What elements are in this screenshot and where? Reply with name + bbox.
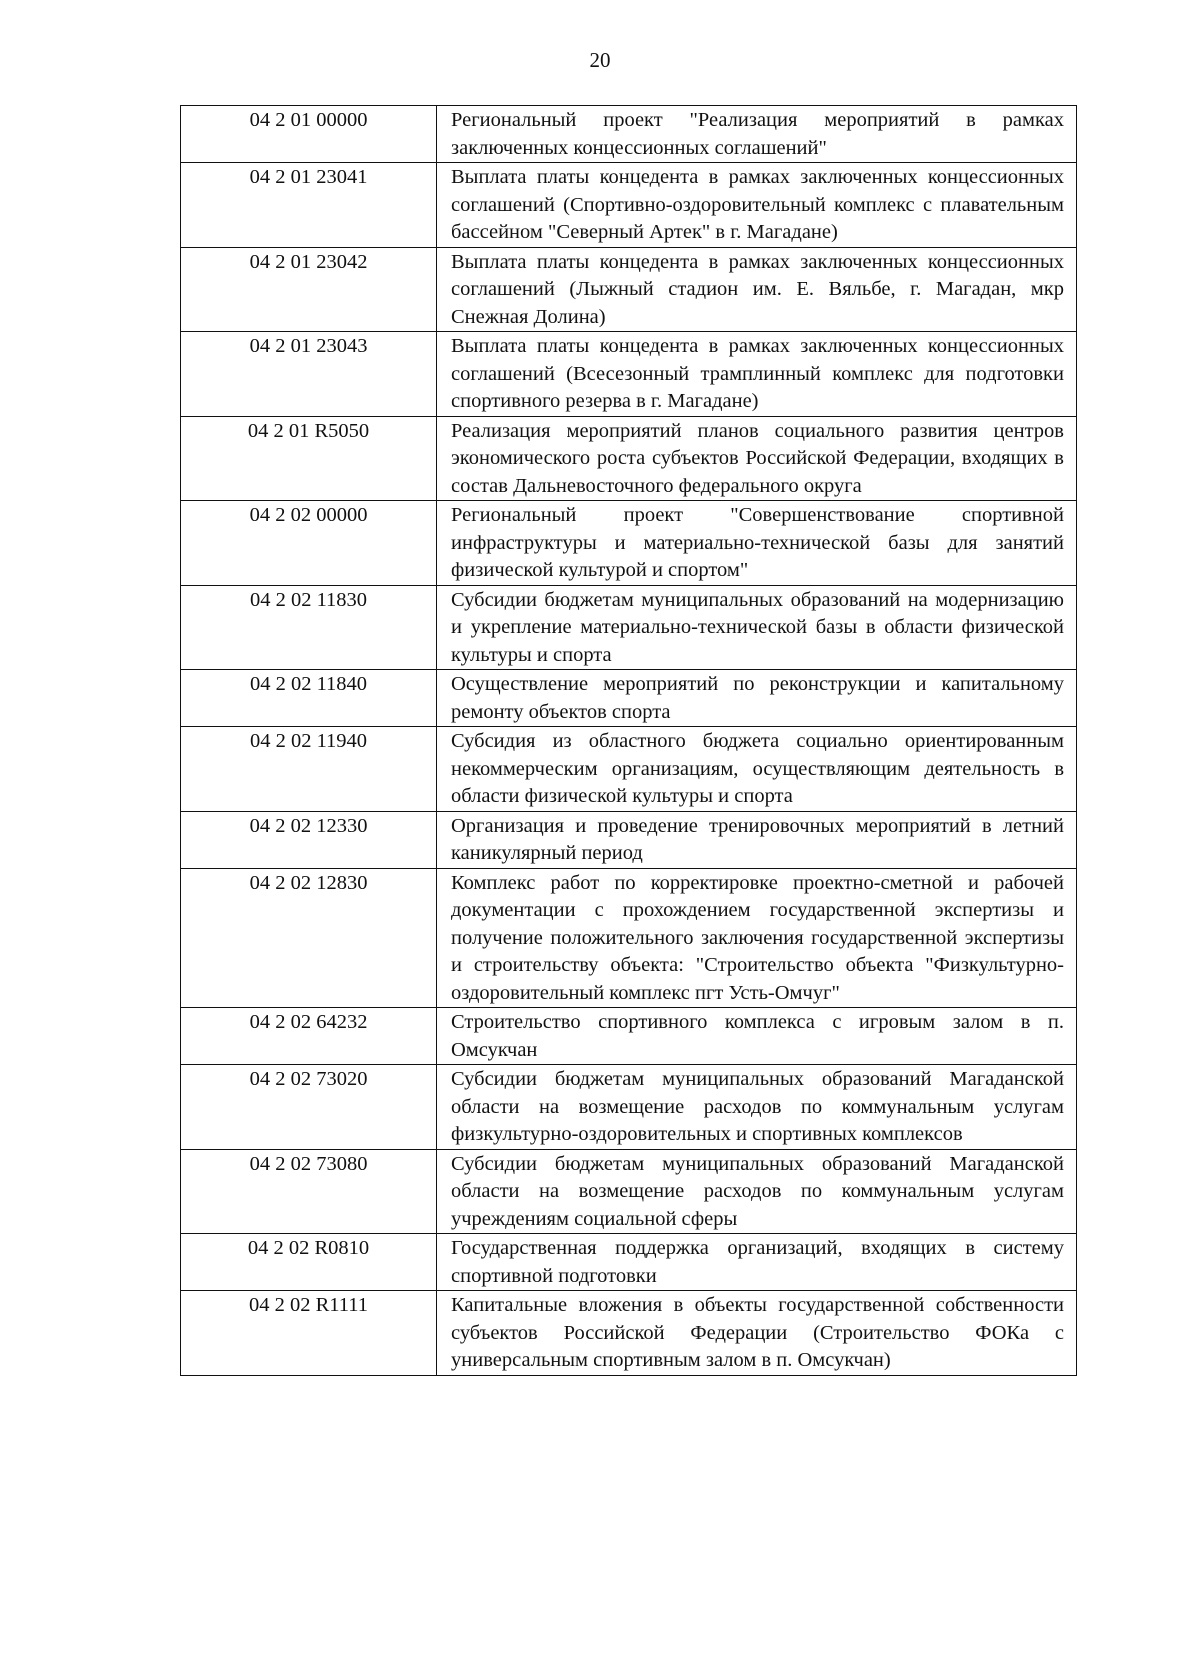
table-row [181,727,1077,812]
table-row [181,106,1077,163]
table-row [181,332,1077,417]
table-row [181,868,1077,1008]
row-description: Реализация мероприятий планов социального развития центров экономического роста субъектов Российской Федерации, входящих в состав Дальневосточного федерального округа [437,416,1077,501]
table-row [181,1234,1077,1291]
table-row [181,1065,1077,1150]
row-description: Субсидия из областного бюджета социально ориентированным некоммерческим организациям, осуществляющим деятельность в области физической культуры и спорта [437,727,1077,812]
table-row [181,811,1077,868]
row-code: 04 2 02 12830 [181,868,437,1008]
row-code: 04 2 02 73020 [181,1065,437,1150]
table-row [181,416,1077,501]
row-code: 04 2 01 00000 [181,106,437,163]
row-description: Выплата платы концедента в рамках заключенных концессионных соглашений (Всесезонный трамплинный комплекс для подготовки спортивного резерва в г. Магадане) [437,332,1077,417]
row-code: 04 2 01 23042 [181,247,437,332]
row-description: Региональный проект "Совершенствование спортивной инфраструктуры и материально-технической базы для занятий физической культурой и спортом" [437,501,1077,586]
row-description: Субсидии бюджетам муниципальных образований Магаданской области на возмещение расходов по коммунальным услугам учреждениям социальной сферы [437,1149,1077,1234]
row-code: 04 2 01 R5050 [181,416,437,501]
table-row [181,670,1077,727]
row-description: Субсидии бюджетам муниципальных образований на модернизацию и укрепление материально-технической базы в области физической культуры и спорта [437,585,1077,670]
row-description: Осуществление мероприятий по реконструкции и капитальному ремонту объектов спорта [437,670,1077,727]
table-row [181,585,1077,670]
row-description: Выплата платы концедента в рамках заключенных концессионных соглашений (Спортивно-оздоровительный комплекс с плавательным бассейном "Северный Артек" в г. Магадане) [437,163,1077,248]
row-code: 04 2 02 73080 [181,1149,437,1234]
table-row [181,1291,1077,1376]
row-code: 04 2 02 R0810 [181,1234,437,1291]
page-number: 20 [589,48,611,72]
row-code: 04 2 02 R1111 [181,1291,437,1376]
budget-classification-table [180,105,1077,1376]
table-row [181,1149,1077,1234]
row-description: Капитальные вложения в объекты государственной собственности субъектов Российской Федерации (Строительство ФОКа с универсальным спортивным залом в п. Омсукчан) [437,1291,1077,1376]
row-code: 04 2 02 11940 [181,727,437,812]
table-row [181,247,1077,332]
row-description: Строительство спортивного комплекса с игровым залом в п. Омсукчан [437,1008,1077,1065]
row-code: 04 2 02 64232 [181,1008,437,1065]
row-description: Государственная поддержка организаций, входящих в систему спортивной подготовки [437,1234,1077,1291]
row-description: Комплекс работ по корректировке проектно-сметной и рабочей документации с прохождением государственной экспертизы и получение положительного заключения государственной экспертизы и строительству объекта: "Строительство объекта "Физкультурно-оздоровительный комплекс пгт Усть-Омчуг" [437,868,1077,1008]
row-code: 04 2 02 11840 [181,670,437,727]
row-description: Региональный проект "Реализация мероприятий в рамках заключенных концессионных соглашений" [437,106,1077,163]
row-code: 04 2 01 23043 [181,332,437,417]
row-description: Субсидии бюджетам муниципальных образований Магаданской области на возмещение расходов по коммунальным услугам физкультурно-оздоровительных и спортивных комплексов [437,1065,1077,1150]
table-row [181,1008,1077,1065]
row-code: 04 2 02 12330 [181,811,437,868]
row-code: 04 2 02 11830 [181,585,437,670]
table-row [181,163,1077,248]
row-description: Организация и проведение тренировочных мероприятий в летний каникулярный период [437,811,1077,868]
row-code: 04 2 01 23041 [181,163,437,248]
table-row [181,501,1077,586]
row-code: 04 2 02 00000 [181,501,437,586]
row-description: Выплата платы концедента в рамках заключенных концессионных соглашений (Лыжный стадион им. Е. Вяльбе, г. Магадан, мкр Снежная Долина) [437,247,1077,332]
